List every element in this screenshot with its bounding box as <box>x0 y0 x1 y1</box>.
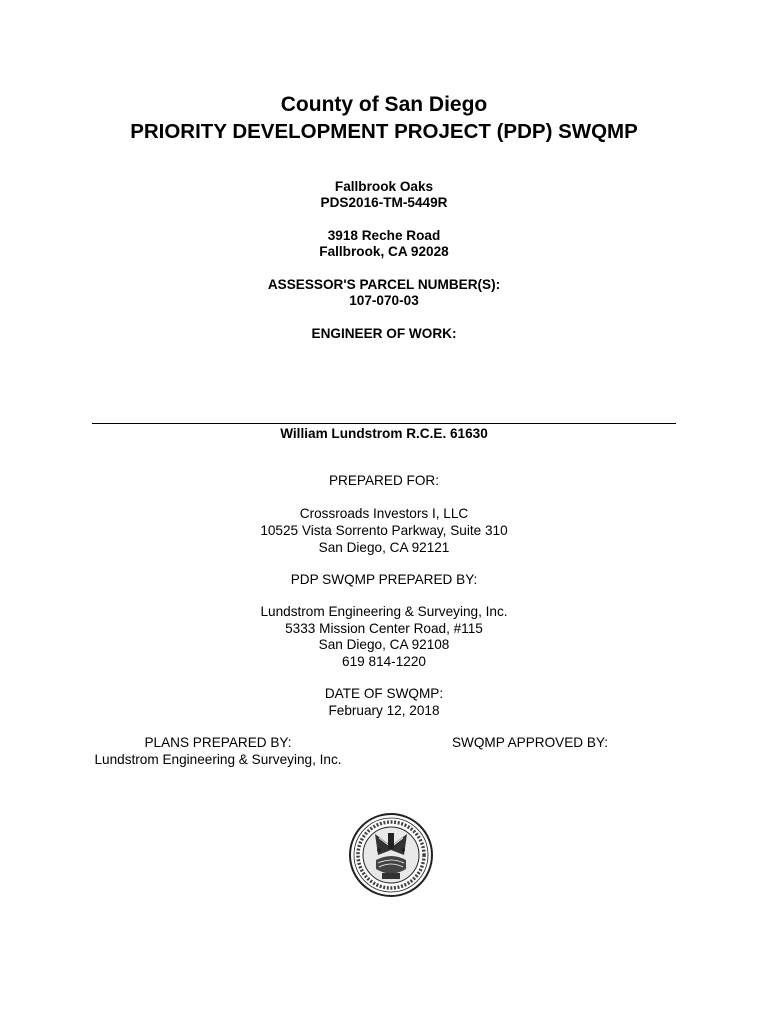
date-value: February 12, 2018 <box>328 703 440 718</box>
project-number: PDS2016-TM-5449R <box>320 195 448 210</box>
prepared-for-label: PREPARED FOR: <box>328 473 440 488</box>
swqmp-approved-by-label: SWQMP APPROVED BY: <box>451 735 609 750</box>
project-address-line2: Fallbrook, CA 92028 <box>319 244 449 259</box>
prepared-by-line3: San Diego, CA 92108 <box>318 637 450 652</box>
prepared-by-line1: Lundstrom Engineering & Surveying, Inc. <box>260 604 508 619</box>
plans-prepared-by-value: Lundstrom Engineering & Surveying, Inc. <box>94 752 342 767</box>
prepared-for-line3: San Diego, CA 92121 <box>318 540 450 555</box>
engineer-signature-name: William Lundstrom R.C.E. 61630 <box>280 426 488 441</box>
signature-line <box>92 423 676 424</box>
document-title: PRIORITY DEVELOPMENT PROJECT (PDP) SWQMP <box>130 120 638 143</box>
plans-prepared-by-label: PLANS PREPARED BY: <box>144 735 292 750</box>
prepared-by-line2: 5333 Mission Center Road, #115 <box>285 621 483 636</box>
parcel-number: 107-070-03 <box>349 293 419 308</box>
county-seal-icon <box>348 812 434 898</box>
county-heading: County of San Diego <box>280 93 488 116</box>
project-name: Fallbrook Oaks <box>334 179 434 194</box>
prepared-by-phone: 619 814-1220 <box>342 654 426 669</box>
parcel-label: ASSESSOR'S PARCEL NUMBER(S): <box>267 277 501 292</box>
project-address-line1: 3918 Reche Road <box>327 228 441 243</box>
engineer-label: ENGINEER OF WORK: <box>311 326 457 341</box>
prepared-by-label: PDP SWQMP PREPARED BY: <box>290 572 478 587</box>
prepared-for-line2: 10525 Vista Sorrento Parkway, Suite 310 <box>260 523 508 538</box>
prepared-for-line1: Crossroads Investors I, LLC <box>299 506 469 521</box>
date-label: DATE OF SWQMP: <box>324 686 444 701</box>
